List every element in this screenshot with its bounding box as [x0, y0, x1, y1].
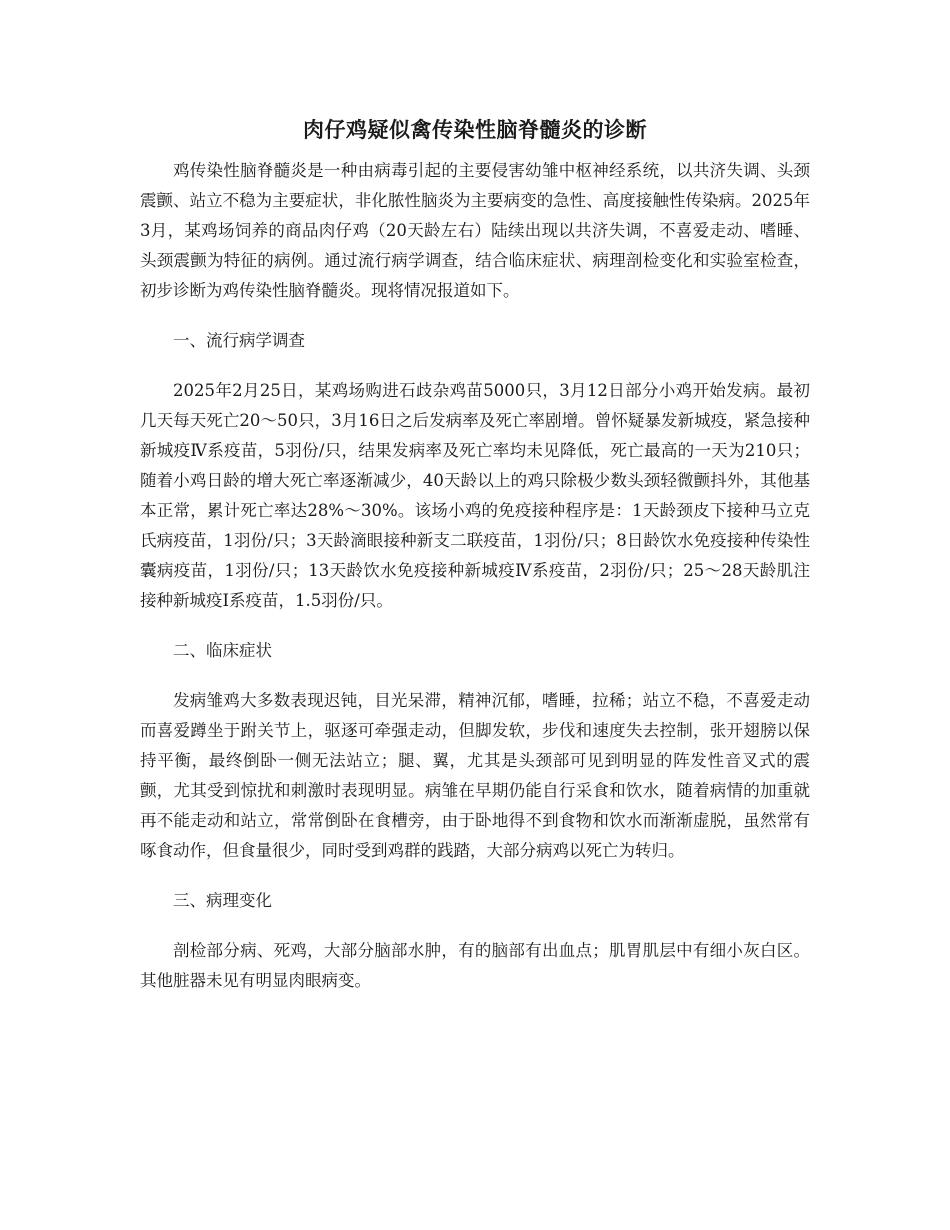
section-epidemiology	[140, 326, 810, 616]
section-heading: 三、病理变化	[173, 891, 272, 910]
document-title: 肉仔鸡疑似禽传染性脑脊髓炎的诊断	[303, 117, 647, 142]
section-heading: 二、临床症状	[173, 641, 272, 660]
section-paragraph: 发病雏鸡大多数表现迟钝，目光呆滞，精神沉郁，嗜睡，拉稀；站立不稳，不喜爱走动而喜爱蹲坐于跗关节上，驱逐可牵强走动，但脚发软，步伐和速度失去控制，张开翅膀以保持平衡，最终倒卧一侧无法站立；腿、翼，尤其是头颈部可见到明显的阵发性音叉式的震颤，尤其受到惊扰和刺激时表现明显。病雏在早期仍能自行采食和饮水，随着病情的加重就再不能走动和站立，常常倒卧在食槽旁，由于卧地得不到食物和饮水而渐渐虚脱，虽然常有啄食动作，但食量很少，同时受到鸡群的践踏，大部分病鸡以死亡为转归。	[140, 691, 810, 860]
section-clinical-symptoms	[140, 636, 810, 866]
section-pathology	[140, 886, 810, 996]
section-heading: 一、流行病学调查	[173, 331, 305, 350]
section-paragraph: 2025年2月25日，某鸡场购进石歧杂鸡苗5000只，3月12日部分小鸡开始发病。最初几天每天死亡20～50只，3月16日之后发病率及死亡率剧增。曾怀疑暴发新城疫，紧急接种新城疫Ⅳ系疫苗，5羽份/只，结果发病率及死亡率均未见降低，死亡最高的一天为210只；随着小鸡日龄的增大死亡率逐渐减少，40天龄以上的鸡只除极少数头颈轻微颤抖外，其他基本正常，累计死亡率达28%～30%。该场小鸡的免疫接种程序是：1天龄颈皮下接种马立克氏病疫苗，1羽份/只；3天龄滴眼接种新支二联疫苗，1羽份/只；8日龄饮水免疫接种传染性囊病疫苗，1羽份/只；13天龄饮水免疫接种新城疫Ⅳ系疫苗，2羽份/只；25～28天龄肌注接种新城疫Ⅰ系疫苗，1.5羽份/只。	[140, 381, 810, 610]
intro-paragraph: 鸡传染性脑脊髓炎是一种由病毒引起的主要侵害幼雏中枢神经系统，以共济失调、头颈震颤、站立不稳为主要症状，非化脓性脑炎为主要病变的急性、高度接触性传染病。2025年3月，某鸡场饲养的商品肉仔鸡（20天龄左右）陆续出现以共济失调，不喜爱走动、嗜睡、头颈震颤为特征的病例。通过流行病学调查，结合临床症状、病理剖检变化和实验室检查，初步诊断为鸡传染性脑脊髓炎。现将情况报道如下。	[140, 161, 810, 300]
section-paragraph: 剖检部分病、死鸡，大部分脑部水肿，有的脑部有出血点；肌胃肌层中有细小灰白区。其他脏器未见有明显肉眼病变。	[140, 941, 810, 990]
